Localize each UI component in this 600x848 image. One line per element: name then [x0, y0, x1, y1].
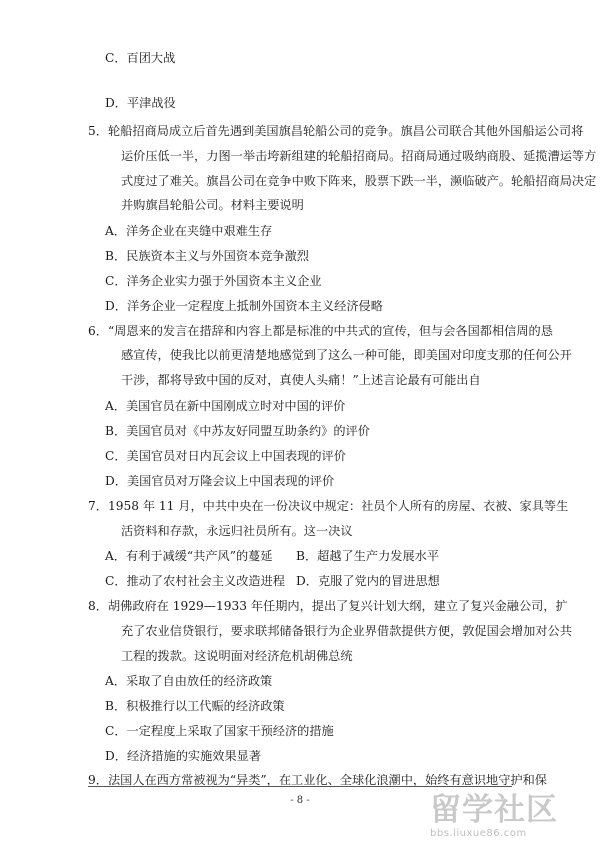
option-8c: C．一定程度上采取了国家干预经济的措施 — [105, 724, 334, 738]
question-9-stem: 9．法国人在西方常被视为“异类”，在工业化、全球化浪潮中，始终有意识地守护和保 — [88, 773, 547, 787]
question-8-stem: 8．胡佛政府在 1929—1933 年任期内，提出了复兴计划大纲，建立了复兴金融公司，扩 — [88, 599, 568, 613]
page-number: - 8 - — [290, 795, 310, 806]
option-6d: D．美国官员对万隆会议上中国表现的评价 — [105, 474, 335, 488]
question-8-stem: 工程的拨款。这说明面对经济危机胡佛总统 — [121, 649, 353, 663]
option-6a: A．美国官员在新中国刚成立时对中国的评价 — [105, 399, 346, 413]
question-5-stem: 并购旗昌轮船公司。材料主要说明 — [121, 198, 304, 212]
option-8d: D．经济措施的实施效果显著 — [105, 749, 262, 763]
footer-divider — [88, 786, 512, 787]
option-4c: C．百团大战 — [105, 51, 176, 65]
question-7-stem: 7．1958 年 11 月，中共中央在一份决议中规定：社员个人所有的房屋、衣被、家具等生 — [88, 499, 569, 513]
option-5d: D．洋务企业一定程度上抵制外国资本主义经济侵略 — [105, 299, 383, 313]
question-6-stem: 干涉，都将导致中国的反对，真使人头痛！”上述言论最有可能出自 — [121, 373, 481, 387]
option-4d: D．平津战役 — [105, 96, 176, 110]
question-8-stem: 充了农业信贷银行，要求联邦储备银行为企业界借款提供方便，敦促国会增加对公共 — [121, 624, 572, 638]
question-5-stem: 式度过了难关。旗昌公司在竞争中败下阵来，股票下跌一半，濒临破产。轮船招商局决定 — [121, 174, 597, 188]
option-5c: C．洋务企业实力强于外国资本主义企业 — [105, 274, 322, 288]
option-6c: C．美国官员对日内瓦会议上中国表现的评价 — [105, 449, 346, 463]
option-6b: B．美国官员对《中苏友好同盟互助条约》的评价 — [105, 424, 370, 438]
question-5-stem: 5．轮船招商局成立后首先遇到美国旗昌轮船公司的竞争。旗昌公司联合其他外国船运公司将 — [88, 124, 584, 138]
question-6-stem: 6．“周恩来的发言在措辞和内容上都是标准的中共式的宣传，但与会各国都相信周的恳 — [88, 324, 553, 338]
question-7-stem: 活资料和存款，永远归社员所有。这一决议 — [121, 524, 353, 538]
option-8b: B．积极推行以工代赈的经济政策 — [105, 699, 285, 713]
option-7d: D．克服了党内的冒进思想 — [296, 574, 440, 588]
option-8a: A．采取了自由放任的经济政策 — [105, 674, 273, 688]
option-7c: C．推动了农村社会主义改造进程 — [105, 574, 285, 588]
watermark-url: bbs.liuxue86.com — [430, 828, 527, 839]
question-5-stem: 运价压低一半，力图一举击垮新组建的轮船招商局。招商局通过吸纳商股、延揽漕运等方 — [121, 149, 597, 163]
watermark-logo-text: 留学社区 — [430, 792, 558, 828]
question-6-stem: 感宣传，使我比以前更清楚地感觉到了这么一种可能，即美国对印度支那的任何公开 — [121, 348, 572, 362]
option-5b: B．民族资本主义与外国资本竞争激烈 — [105, 249, 309, 263]
option-7a: A．有利于减缓“共产风”的蔓延 — [105, 549, 273, 563]
option-7b: B．超越了生产力发展水平 — [296, 549, 440, 563]
option-5a: A．洋务企业在夹缝中艰难生存 — [105, 224, 273, 238]
